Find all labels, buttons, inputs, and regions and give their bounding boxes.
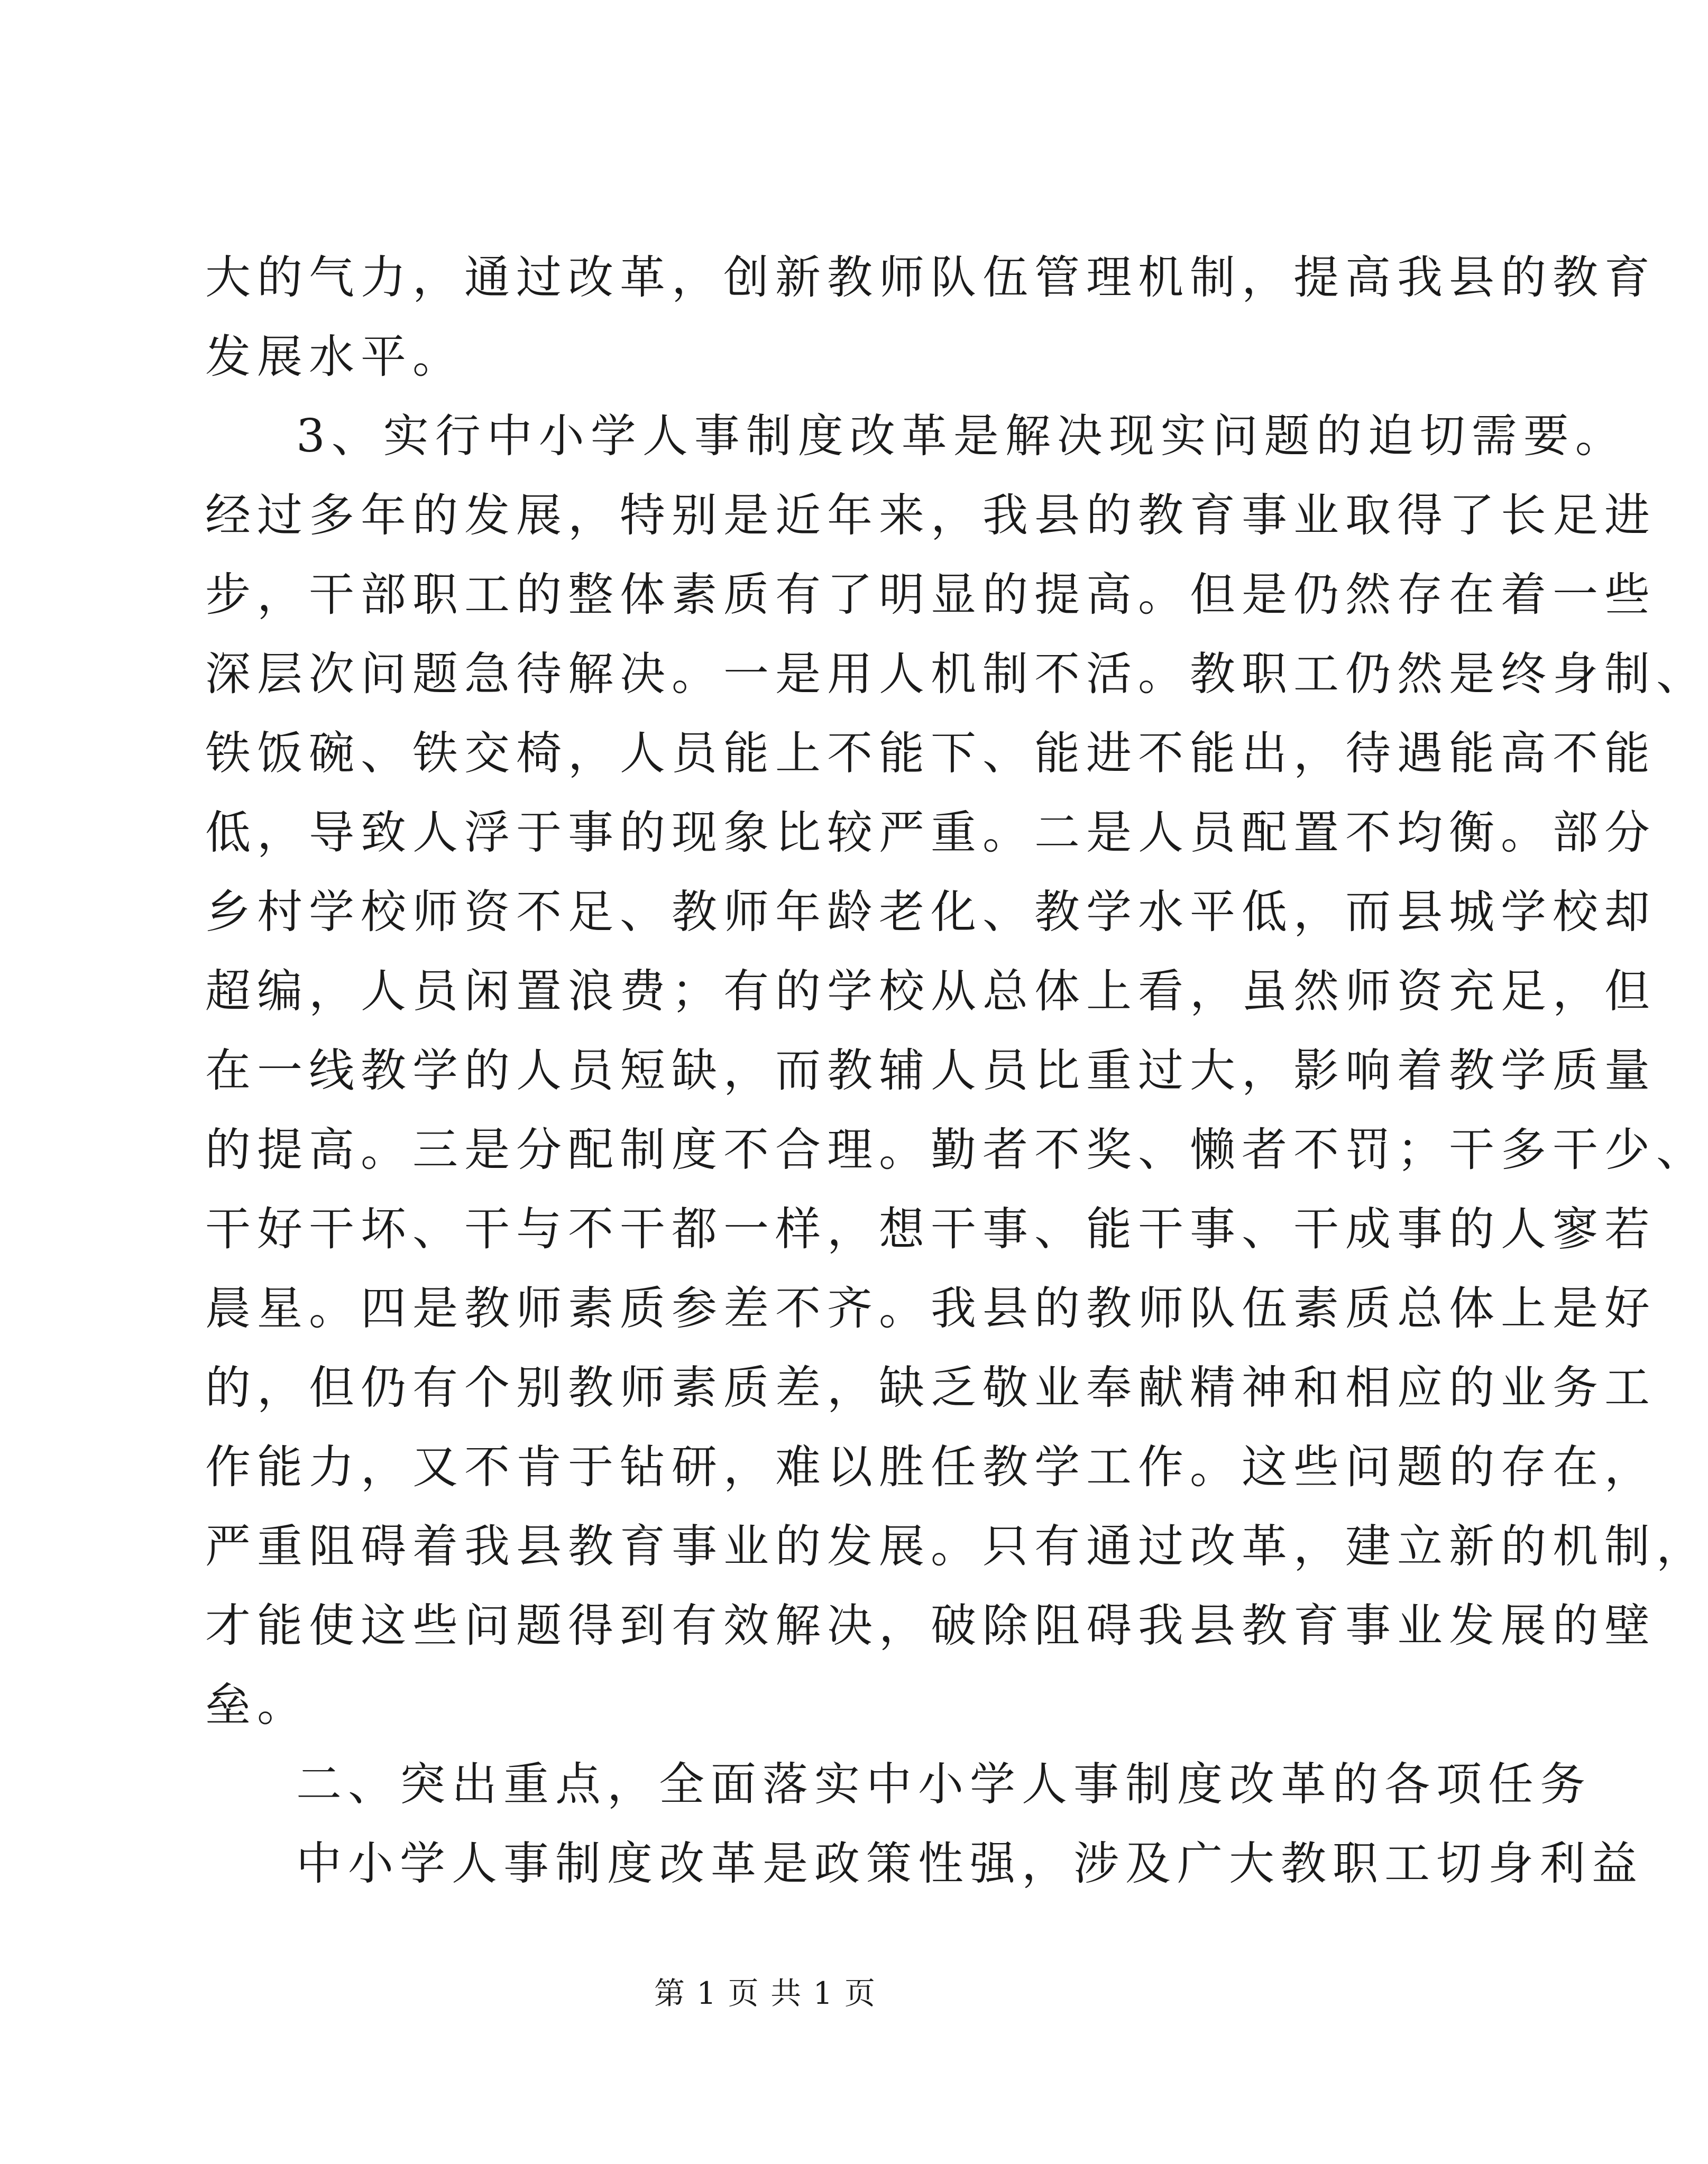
text-line: 作能力，又不肯于钻研，难以胜任教学工作。这些问题的存在， xyxy=(205,1441,1656,1494)
text-line: 在一线教学的人员短缺，而教辅人员比重过大，影响着教学质量 xyxy=(205,1044,1656,1097)
text-line: 经过多年的发展，特别是近年来，我县的教育事业取得了长足进 xyxy=(205,489,1656,542)
text-line: 才能使这些问题得到有效解决，破除阻碍我县教育事业发展的壁 xyxy=(205,1599,1656,1652)
text-line: 乡村学校师资不足、教师年龄老化、教学水平低，而县城学校却 xyxy=(205,886,1656,938)
text-line: 超编，人员闲置浪费；有的学校从总体上看，虽然师资充足，但 xyxy=(205,965,1656,1018)
paragraph-start-line: 中小学人事制度改革是政策性强，涉及广大教职工切身利益 xyxy=(296,1837,1643,1890)
text-line: 发展水平。 xyxy=(205,330,464,383)
text-line: 的提高。三是分配制度不合理。勤者不奖、懒者不罚；干多干少、 xyxy=(205,1124,1708,1176)
text-line: 深层次问题急待解决。一是用人机制不活。教职工仍然是终身制、 xyxy=(205,648,1708,701)
text-line: 步，干部职工的整体素质有了明显的提高。但是仍然存在着一些 xyxy=(205,568,1656,621)
text-line: 大的气力，通过改革，创新教师队伍管理机制，提高我县的教育 xyxy=(205,251,1656,304)
text-line: 严重阻碍着我县教育事业的发展。只有通过改革，建立新的机制， xyxy=(205,1520,1708,1573)
text-line: 的，但仍有个别教师素质差，缺乏敬业奉献精神和相应的业务工 xyxy=(205,1361,1656,1414)
section-heading: 二、突出重点，全面落实中小学人事制度改革的各项任务 xyxy=(296,1758,1592,1811)
text-line: 铁饭碗、铁交椅，人员能上不能下、能进不能出，待遇能高不能 xyxy=(205,727,1656,780)
text-line: 垒。 xyxy=(205,1679,309,1732)
text-line: 低，导致人浮于事的现象比较严重。二是人员配置不均衡。部分 xyxy=(205,806,1656,859)
paragraph-start-line: 3、实行中小学人事制度改革是解决现实问题的迫切需要。 xyxy=(296,410,1627,463)
page-footer: 第 1 页 共 1 页 xyxy=(654,1975,876,2011)
text-line: 晨星。四是教师素质参差不齐。我县的教师队伍素质总体上是好 xyxy=(205,1282,1656,1335)
text-line: 干好干坏、干与不干都一样，想干事、能干事、干成事的人寥若 xyxy=(205,1203,1656,1256)
